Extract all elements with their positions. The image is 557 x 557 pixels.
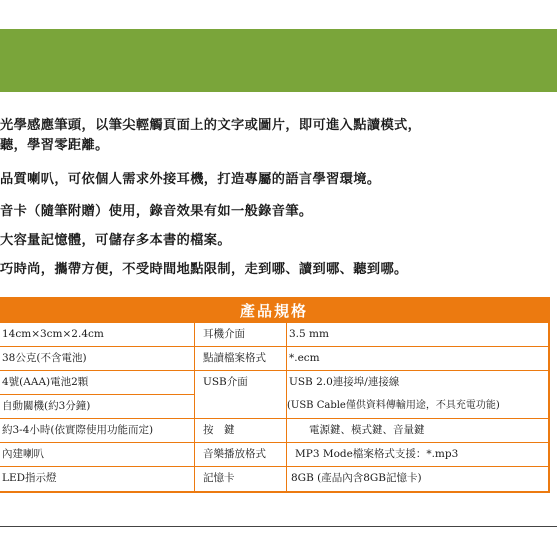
header-band (0, 29, 557, 92)
spec-left-cell: 38公克(不含電池) (0, 347, 195, 371)
spec-left-cell: 4號(AAA)電池2顆 (0, 371, 195, 395)
feature-item: 光學感應筆頭，以筆尖輕觸頁面上的文字或圖片，即可進入點讀模式， (0, 118, 422, 133)
spec-value-cell: 電源鍵、模式鍵、音量鍵 (287, 419, 548, 443)
spec-label-cell: 按 鍵 (195, 419, 287, 443)
spec-value-cell: (USB Cable僅供資料傳輸用途，不具充電功能) (287, 395, 548, 419)
feature-item: 巧時尚，攜帶方便，不受時間地點限制，走到哪、讀到哪、聽到哪。 (0, 262, 408, 277)
feature-item: 品質喇叭，可依個人需求外接耳機，打造專屬的語言學習環境。 (0, 172, 381, 187)
spec-left-cell: LED指示燈 (0, 467, 195, 491)
divider (0, 526, 557, 527)
spec-label-cell: USB介面 (195, 371, 287, 419)
spec-value-cell: 3.5 mm (287, 323, 548, 347)
spec-value-cell: *.ecm (287, 347, 548, 371)
feature-item: 聽，學習零距離。 (0, 138, 109, 153)
spec-title: 產品規格 (0, 299, 548, 323)
spec-label-cell: 耳機介面 (195, 323, 287, 347)
spec-label-cell: 點讀檔案格式 (195, 347, 287, 371)
spec-left-cell: 約3-4小時(依實際使用功能而定) (0, 419, 195, 443)
spec-value-cell: MP3 Mode檔案格式支援：*.mp3 (287, 443, 548, 467)
spec-left-cell: 內建喇叭 (0, 443, 195, 467)
spec-left-cell: 14cm×3cm×2.4cm (0, 323, 195, 347)
spec-label-cell: 記憶卡 (195, 467, 287, 491)
spec-value-cell: USB 2.0連接埠/連接線 (289, 376, 400, 388)
feature-item: 音卡（隨筆附贈）使用，錄音效果有如一般錄音筆。 (0, 204, 313, 219)
feature-item: 大容量記憶體，可儲存多本書的檔案。 (0, 233, 231, 248)
spec-value-cell: 8GB (產品內含8GB記憶卡) (291, 472, 422, 484)
spec-table (0, 297, 550, 493)
spec-label-cell: 音樂播放格式 (195, 443, 287, 467)
spec-left-cell: 自動關機(約3分鐘) (0, 395, 195, 419)
